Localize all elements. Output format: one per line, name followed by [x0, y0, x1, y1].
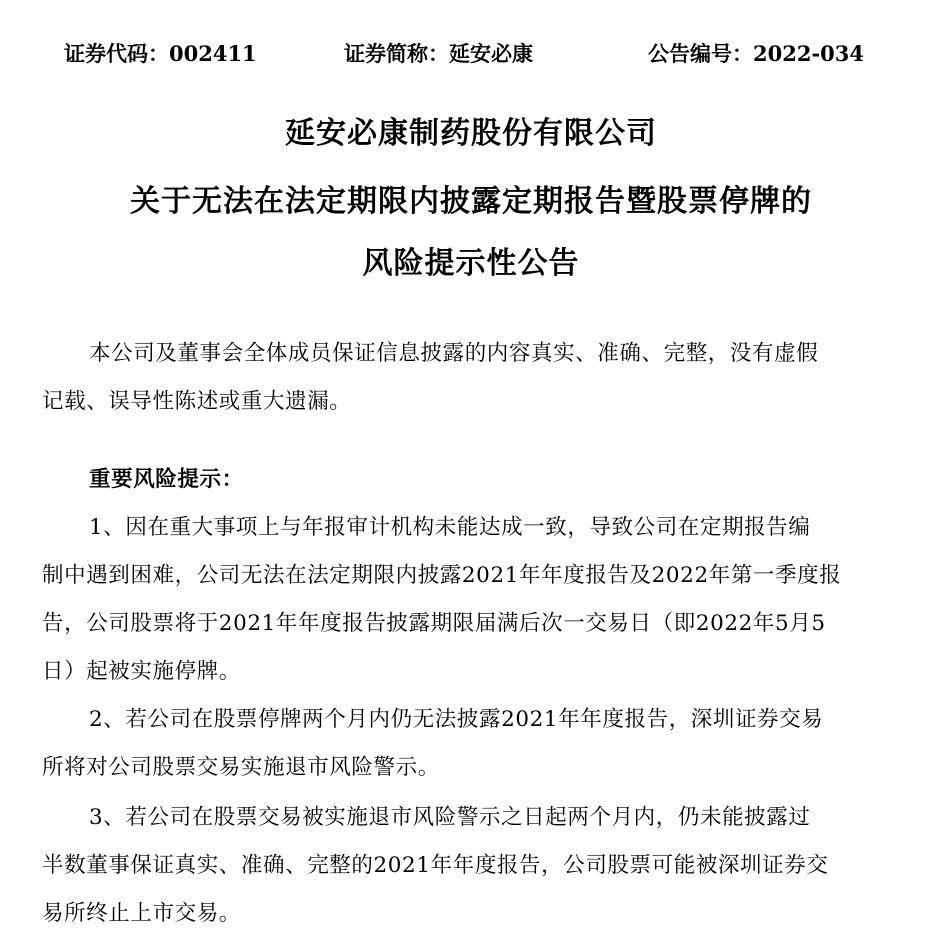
security-short-name: 证券简称：延安必康 — [344, 41, 533, 66]
paragraph-line: 所将对公司股票交易实施退市风险警示。 — [42, 755, 440, 780]
paragraph-line: 2、若公司在股票停牌两个月内仍无法披露2021年年度报告，深圳证券交易 — [89, 707, 824, 732]
announcement-number: 公告编号：2022-034 — [648, 41, 864, 66]
announcement-title-line: 关于无法在法定期限内披露定期报告暨股票停牌的 — [130, 184, 812, 219]
company-title: 延安必康制药股份有限公司 — [285, 116, 657, 151]
paragraph-line: 本公司及董事会全体成员保证信息披露的内容真实、准确、完整，没有虚假 — [89, 341, 819, 366]
paragraph-line: 1、因在重大事项上与年报审计机构未能达成一致，导致公司在定期报告编 — [89, 515, 811, 540]
risk-item-3 — [42, 794, 888, 938]
paragraph-line: 告，公司股票将于2021年年度报告披露期限届满后次一交易日（即2022年5月5 — [42, 611, 826, 636]
risk-heading: 重要风险提示： — [89, 467, 244, 492]
paragraph-line: 半数董事保证真实、准确、完整的2021年年度报告，公司股票可能被深圳证券交 — [42, 853, 829, 878]
announcement-header — [0, 38, 942, 70]
board-disclaimer-paragraph — [42, 330, 888, 426]
paragraph-line: 易所终止上市交易。 — [42, 901, 241, 926]
risk-item-1 — [42, 504, 888, 696]
paragraph-line: 制中遇到困难，公司无法在法定期限内披露2021年年度报告及2022年第一季度报 — [42, 563, 842, 588]
announcement-title-line: 风险提示性公告 — [362, 246, 580, 281]
paragraph-line: 记载、误导性陈述或重大遗漏。 — [42, 389, 352, 414]
risk-item-2 — [42, 696, 888, 792]
paragraph-line: 日）起被实施停牌。 — [42, 659, 241, 684]
security-code: 证券代码：002411 — [64, 41, 257, 66]
paragraph-line: 3、若公司在股票交易被实施退市风险警示之日起两个月内，仍未能披露过 — [89, 805, 811, 830]
